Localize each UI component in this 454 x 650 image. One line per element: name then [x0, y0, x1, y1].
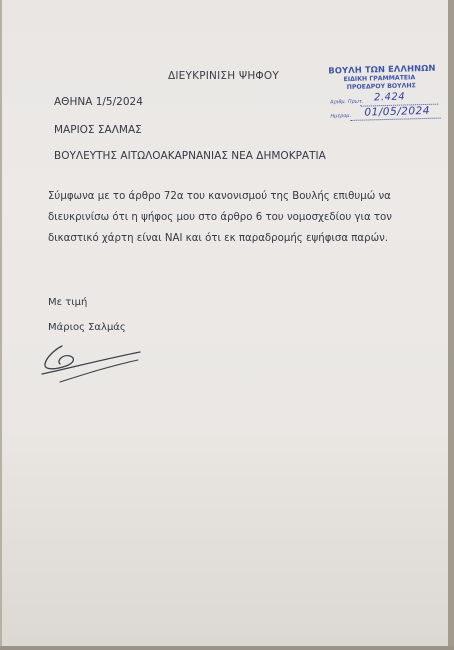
page-edge-right: [448, 0, 454, 650]
stamp-line-2: ΕΙΔΙΚΗ ΓΡΑΜΜΑΤΕΙΑ: [343, 74, 416, 84]
date-line: ΑΘΗΝΑ 1/5/2024: [54, 96, 143, 108]
stamp-protocol-label: Αριθμ. Πρωτ.: [330, 98, 364, 106]
handwritten-signature: [40, 340, 150, 390]
stamp-line-3: ΠΡΟΕΔΡΟΥ ΒΟΥΛΗΣ: [346, 82, 416, 92]
stamp-protocol-number: 2.424: [373, 91, 406, 104]
signer-name: Μάριος Σαλμάς: [48, 322, 126, 333]
role-line: ΒΟΥΛΕΥΤΗΣ ΑΙΤΩΛΟΑΚΑΡΝΑΝΙΑΣ ΝΕΑ ΔΗΜΟΚΡΑΤΙΑ: [54, 150, 326, 162]
closing-line: Με τιμή: [48, 297, 88, 308]
name-line: ΜΑΡΙΟΣ ΣΑΛΜΑΣ: [54, 124, 142, 136]
stamp-line-1: ΒΟΥΛΗ ΤΩΝ ΕΛΛΗΝΩΝ: [328, 62, 436, 76]
parliament-stamp: [325, 62, 447, 129]
body-paragraph: Σύμφωνα με το άρθρο 72α του κανονισμού της Βουλής επιθυμώ να διευκρινίσω ότι η ψήφος μου στο άρθρο 6 του νομοσχεδίου για τον δικαστικό χάρτη είναι ΝΑΙ και ότι εκ παραδρομής εψήφισα παρών.: [48, 191, 392, 244]
page-edge-bottom: [0, 646, 454, 650]
stamp-date-value: 01/05/2024: [364, 104, 431, 119]
stamp-date-label: Ημερομ.: [330, 112, 352, 120]
document-page: [2, 0, 448, 646]
document-title: ΔΙΕΥΚΡΙΝΙΣΗ ΨΗΦΟΥ: [168, 70, 279, 82]
